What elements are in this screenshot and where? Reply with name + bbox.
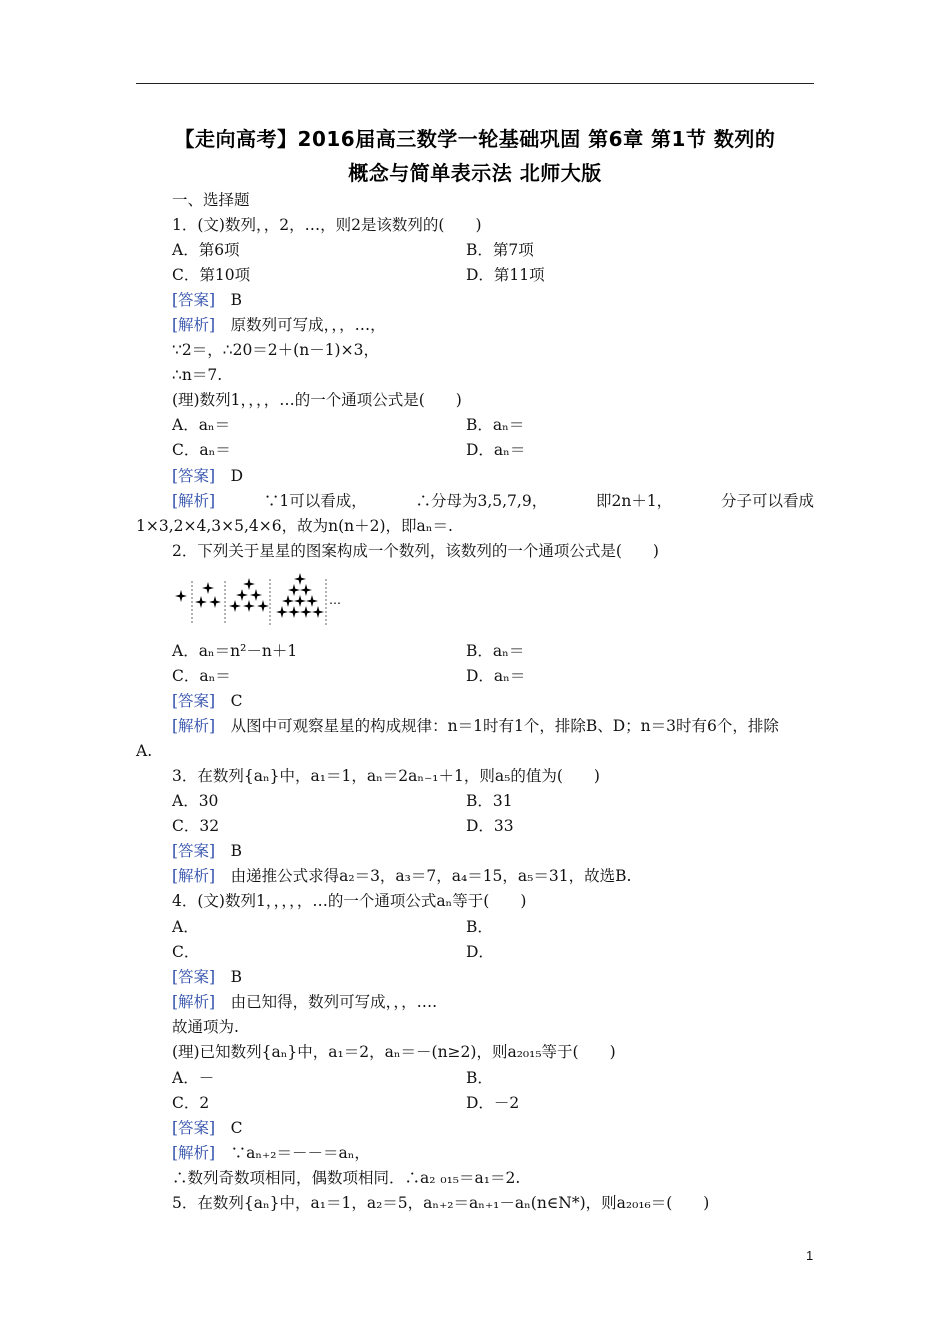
q4-stem: 4．(文)数列1，，，，，…的一个通项公式aₙ等于( ) — [172, 892, 527, 910]
q3-option-b: B．31 — [466, 792, 513, 810]
q4b-analysis-line-2: ∴数列奇数项相同，偶数项相同．∴a₂ ₀₁₅＝a₁＝2. — [172, 1169, 521, 1187]
q2-option-d: D．aₙ＝ — [466, 667, 526, 685]
q1-analysis — [172, 315, 386, 335]
answer-value: B — [215, 968, 242, 986]
q1b-option-b: B．aₙ＝ — [466, 416, 525, 434]
q3-option-a: A．30 — [172, 792, 219, 810]
q2-option-a: A．aₙ＝n²－n＋1 — [172, 642, 298, 660]
q4-analysis — [172, 992, 437, 1012]
q4b-stem: (理)已知数列{aₙ}中，a₁＝2，aₙ＝－(n≥2)，则a₂₀₁₅等于( ) — [172, 1043, 616, 1061]
q1b-analysis-line-2: 1×3,2×4,3×5,4×6，故为n(n＋2)，即aₙ＝. — [136, 517, 453, 535]
q1b-answer — [172, 466, 243, 486]
answer-value: C — [215, 692, 243, 710]
analysis-text: ∵aₙ₊₂＝－－＝aₙ， — [215, 1144, 370, 1162]
q5-stem: 5．在数列{aₙ}中，a₁＝1，a₂＝5，aₙ₊₂＝aₙ₊₁－aₙ(n∈N*)，则a₂₀₁₆＝( ) — [172, 1194, 710, 1212]
star-group-2 — [195, 582, 221, 608]
q2-stem: 2．下列关于星星的图案构成一个数列，该数列的一个通项公式是( ) — [172, 542, 659, 560]
q1-option-d: D．第11项 — [466, 266, 545, 284]
q1b-option-c: C．aₙ＝ — [172, 441, 231, 459]
answer-value: B — [215, 291, 242, 309]
answer-value: D — [215, 467, 244, 485]
analysis-tag: [解析] — [172, 867, 216, 885]
q2-option-c: C．aₙ＝ — [172, 667, 231, 685]
q4b-answer — [172, 1118, 242, 1138]
page-number: 1 — [806, 1248, 814, 1263]
answer-tag: [答案] — [172, 968, 216, 986]
q3-option-d: D．33 — [466, 817, 514, 835]
q3-stem: 3．在数列{aₙ}中，a₁＝1，aₙ＝2aₙ₋₁＋1，则a₅的值为( ) — [172, 767, 600, 785]
q4-answer — [172, 967, 242, 987]
q4b-option-c: C．2 — [172, 1094, 210, 1112]
answer-tag: [答案] — [172, 1119, 216, 1137]
analysis-part: 即2n＋1， — [595, 492, 673, 510]
analysis-tag: [解析] — [172, 993, 216, 1011]
q4-option-c: C． — [172, 943, 200, 961]
answer-tag: [答案] — [172, 692, 216, 710]
star-group-4 — [276, 573, 324, 618]
q1-option-b: B．第7项 — [466, 241, 534, 259]
answer-tag: [答案] — [172, 291, 216, 309]
answer-value: B — [215, 842, 242, 860]
star-group-1 — [175, 590, 187, 602]
doc-title-line-2: 概念与简单表示法 北师大版 — [348, 161, 602, 185]
analysis-tag: [解析] — [172, 316, 216, 334]
q2-analysis-line-2: A. — [136, 742, 153, 760]
q1-stem: 1．(文)数列，，2，…，则2是该数列的( ) — [172, 216, 482, 234]
q4-option-a: A． — [172, 918, 199, 936]
q1-answer — [172, 290, 242, 310]
q2-analysis — [172, 716, 779, 736]
star-pattern-figure — [170, 571, 350, 629]
q1b-option-a: A．aₙ＝ — [172, 416, 231, 434]
q4b-analysis — [172, 1143, 370, 1163]
figure-ellipsis: … — [329, 593, 341, 607]
analysis-part: ∴分母为3,5,7,9， — [415, 492, 548, 510]
header-rule — [136, 83, 814, 84]
q4-option-b: B． — [466, 918, 493, 936]
q4-analysis-line-2: 故通项为. — [172, 1018, 239, 1036]
q1b-stem: (理)数列1，，，，…的一个通项公式是( ) — [172, 391, 462, 409]
q3-answer — [172, 841, 242, 861]
q2-answer — [172, 691, 242, 711]
analysis-tag: [解析] — [172, 1144, 216, 1162]
analysis-tag: [解析] — [172, 717, 216, 735]
q1b-option-d: D．aₙ＝ — [466, 441, 526, 459]
answer-value: C — [215, 1119, 243, 1137]
analysis-text: 从图中可观察星星的构成规律：n＝1时有1个，排除B、D；n＝3时有6个，排除 — [215, 717, 779, 735]
q3-option-c: C．32 — [172, 817, 220, 835]
analysis-text: 原数列可写成，，，…， — [215, 316, 386, 334]
q1-analysis-line-2: ∵2＝，∴20＝2＋(n－1)×3， — [172, 341, 379, 359]
answer-tag: [答案] — [172, 467, 216, 485]
q2-option-b: B．aₙ＝ — [466, 642, 525, 660]
analysis-part: ∵1可以看成， — [263, 492, 367, 510]
q3-analysis — [172, 866, 631, 886]
doc-title-line-1: 【走向高考】2016届高三数学一轮基础巩固 第6章 第1节 数列的 — [174, 127, 776, 151]
q1b-analysis — [172, 491, 814, 511]
analysis-text: 由已知得，数列可写成，，，…. — [215, 993, 438, 1011]
q1-option-a: A．第6项 — [172, 241, 240, 259]
q4b-option-d: D．－2 — [466, 1094, 520, 1112]
q1-option-c: C．第10项 — [172, 266, 251, 284]
q4b-option-a: A．－ — [172, 1069, 215, 1087]
analysis-tag: [解析] — [172, 492, 216, 510]
star-group-3 — [229, 578, 269, 612]
q4-option-d: D． — [466, 943, 494, 961]
analysis-part: 分子可以看成 — [720, 492, 814, 510]
answer-tag: [答案] — [172, 842, 216, 860]
section-heading: 一、选择题 — [172, 191, 250, 209]
q4b-option-b: B． — [466, 1069, 493, 1087]
analysis-text: 由递推公式求得a₂＝3，a₃＝7，a₄＝15，a₅＝31，故选B. — [215, 867, 632, 885]
q1-analysis-line-3: ∴n＝7. — [172, 366, 223, 384]
